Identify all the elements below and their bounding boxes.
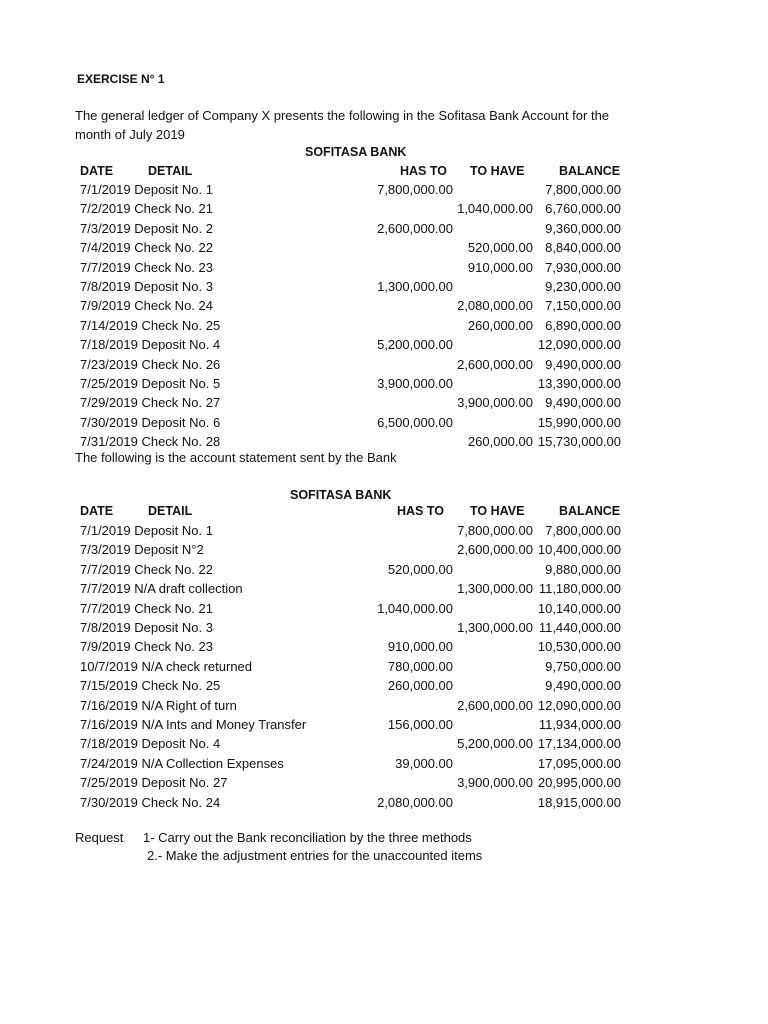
row-date-detail: 7/7/2019 Check No. 21 <box>80 600 213 616</box>
row-balance: 11,180,000.00 <box>538 581 621 597</box>
table-row <box>80 659 625 678</box>
row-balance: 12,090,000.00 <box>537 337 621 353</box>
row-date-detail: 7/4/2019 Check No. 22 <box>80 240 213 256</box>
row-date-detail: 7/3/2019 Deposit No. 2 <box>80 220 213 236</box>
statement-header-to-have: TO HAVE <box>470 504 525 518</box>
row-to-have: 1,300,000.00 <box>457 581 533 597</box>
row-balance: 7,800,000.00 <box>545 182 621 197</box>
row-date-detail: 7/15/2019 Check No. 25 <box>80 678 221 694</box>
row-date-detail: 7/8/2019 Deposit No. 3 <box>80 620 213 635</box>
table-row <box>80 298 625 317</box>
ledger-header-has-to: HAS TO <box>400 164 447 178</box>
row-date-detail: 7/1/2019 Deposit No. 1 <box>80 182 213 197</box>
exercise-title: EXERCISE N° 1 <box>77 72 165 86</box>
row-has-to: 520,000.00 <box>387 561 453 577</box>
table-row <box>80 279 625 298</box>
table-row <box>80 620 625 639</box>
row-date-detail: 7/25/2019 Deposit No. 27 <box>80 775 228 791</box>
table-row <box>80 698 625 717</box>
row-date-detail: 7/16/2019 N/A Right of turn <box>80 697 237 713</box>
row-balance: 7,150,000.00 <box>545 298 621 314</box>
row-has-to: 2,080,000.00 <box>377 794 453 810</box>
row-balance: 10,140,000.00 <box>537 600 621 616</box>
row-balance: 7,800,000.00 <box>545 523 621 538</box>
row-date-detail: 7/30/2019 Deposit No. 6 <box>80 414 221 430</box>
row-balance: 13,390,000.00 <box>537 376 621 391</box>
ledger-header-detail: DETAIL <box>148 164 193 178</box>
row-date-detail: 7/7/2019 Check No. 22 <box>80 561 213 577</box>
row-has-to: 39,000.00 <box>395 755 453 771</box>
row-balance: 6,760,000.00 <box>545 201 621 217</box>
row-date-detail: 10/7/2019 N/A check returned <box>80 658 253 674</box>
row-date-detail: 7/16/2019 N/A Ints and Money Transfer <box>80 717 307 732</box>
table-row <box>80 337 625 356</box>
row-to-have: 2,600,000.00 <box>457 356 533 372</box>
row-balance: 11,440,000.00 <box>538 620 621 635</box>
table-row <box>80 318 625 337</box>
row-balance: 9,750,000.00 <box>545 658 621 674</box>
row-balance: 17,134,000.00 <box>537 736 621 752</box>
row-balance: 10,530,000.00 <box>537 639 621 655</box>
table-row <box>80 678 625 697</box>
statement-intro: The following is the account statement sent by the Bank <box>75 450 397 465</box>
row-to-have: 260,000.00 <box>467 317 533 333</box>
row-balance: 11,934,000.00 <box>538 717 621 732</box>
row-to-have: 520,000.00 <box>467 240 533 256</box>
row-balance: 8,840,000.00 <box>545 240 621 256</box>
row-balance: 6,890,000.00 <box>545 317 621 333</box>
ledger-header-balance: BALANCE <box>559 164 621 178</box>
table-row <box>80 260 625 279</box>
table-row <box>80 562 625 581</box>
row-balance: 18,915,000.00 <box>537 794 621 810</box>
request-item-2: 2.- Make the adjustment entries for the unaccounted items <box>147 848 483 863</box>
row-date-detail: 7/24/2019 N/A Collection Expenses <box>80 755 284 771</box>
row-balance: 10,400,000.00 <box>537 542 621 558</box>
row-to-have: 1,300,000.00 <box>457 620 533 635</box>
row-date-detail: 7/9/2019 Check No. 23 <box>80 639 213 655</box>
request-item-1: 1- Carry out the Bank reconciliation by the three methods <box>143 830 472 845</box>
row-date-detail: 7/9/2019 Check No. 24 <box>80 298 213 314</box>
statement-header-balance: BALANCE <box>559 504 621 518</box>
row-balance: 9,230,000.00 <box>545 279 621 294</box>
row-to-have: 910,000.00 <box>467 259 533 275</box>
row-date-detail: 7/7/2019 N/A draft collection <box>80 581 243 597</box>
row-balance: 15,730,000.00 <box>537 434 621 450</box>
row-to-have: 3,900,000.00 <box>457 395 533 411</box>
table-row <box>80 523 625 542</box>
row-has-to: 156,000.00 <box>387 717 453 732</box>
intro-paragraph: The general ledger of Company X presents the following in the Sofitasa Bank Account for the month of July 2019 <box>75 108 610 142</box>
row-has-to: 3,900,000.00 <box>377 376 453 391</box>
statement-header-has-to: HAS TO <box>397 504 444 518</box>
row-has-to: 260,000.00 <box>387 678 453 694</box>
table-row <box>80 581 625 600</box>
table-row <box>80 542 625 561</box>
statement-header-detail: DETAIL <box>148 504 193 518</box>
row-to-have: 2,600,000.00 <box>457 697 533 713</box>
row-date-detail: 7/14/2019 Check No. 25 <box>80 317 221 333</box>
row-date-detail: 7/18/2019 Deposit No. 4 <box>80 337 221 353</box>
ledger-bank-name: SOFITASA BANK <box>305 145 407 159</box>
table-row <box>80 601 625 620</box>
row-has-to: 1,300,000.00 <box>377 279 453 294</box>
row-date-detail: 7/7/2019 Check No. 23 <box>80 259 213 275</box>
row-has-to: 7,800,000.00 <box>377 182 453 197</box>
row-has-to: 780,000.00 <box>387 658 453 674</box>
row-balance: 20,995,000.00 <box>537 775 621 791</box>
table-row <box>80 376 625 395</box>
row-balance: 12,090,000.00 <box>537 697 621 713</box>
table-row <box>80 357 625 376</box>
table-row <box>80 182 625 201</box>
row-to-have: 2,080,000.00 <box>457 298 533 314</box>
row-date-detail: 7/1/2019 Deposit No. 1 <box>80 523 213 538</box>
table-row <box>80 221 625 240</box>
row-date-detail: 7/18/2019 Deposit No. 4 <box>80 736 221 752</box>
row-balance: 17,095,000.00 <box>537 755 621 771</box>
row-has-to: 910,000.00 <box>387 639 453 655</box>
row-date-detail: 7/29/2019 Check No. 27 <box>80 395 221 411</box>
row-date-detail: 7/25/2019 Deposit No. 5 <box>80 376 221 391</box>
request-label: Request <box>75 830 124 845</box>
table-row <box>80 775 625 794</box>
ledger-header-to-have: TO HAVE <box>470 164 525 178</box>
row-date-detail: 7/23/2019 Check No. 26 <box>80 356 221 372</box>
row-date-detail: 7/8/2019 Deposit No. 3 <box>80 279 213 294</box>
row-date-detail: 7/2/2019 Check No. 21 <box>80 201 213 217</box>
table-row <box>80 795 625 814</box>
ledger-header-date: DATE <box>80 164 114 178</box>
row-to-have: 260,000.00 <box>467 434 533 450</box>
table-row <box>80 639 625 658</box>
row-to-have: 2,600,000.00 <box>457 542 533 558</box>
table-row <box>80 201 625 220</box>
table-row <box>80 736 625 755</box>
row-balance: 7,930,000.00 <box>545 259 621 275</box>
row-balance: 9,490,000.00 <box>545 356 621 372</box>
row-has-to: 1,040,000.00 <box>377 600 453 616</box>
table-row <box>80 415 625 434</box>
statement-bank-name: SOFITASA BANK <box>290 488 392 502</box>
row-has-to: 5,200,000.00 <box>377 337 453 353</box>
row-balance: 9,360,000.00 <box>545 220 621 236</box>
table-row <box>80 395 625 414</box>
row-to-have: 7,800,000.00 <box>457 523 533 538</box>
row-balance: 9,880,000.00 <box>545 561 621 577</box>
row-has-to: 6,500,000.00 <box>377 414 453 430</box>
row-balance: 15,990,000.00 <box>537 414 621 430</box>
row-balance: 9,490,000.00 <box>545 678 621 694</box>
row-date-detail: 7/30/2019 Check No. 24 <box>80 794 221 810</box>
statement-header-date: DATE <box>80 504 114 518</box>
row-has-to: 2,600,000.00 <box>377 220 453 236</box>
row-to-have: 5,200,000.00 <box>457 736 533 752</box>
row-to-have: 1,040,000.00 <box>457 201 533 217</box>
table-row <box>80 240 625 259</box>
table-row <box>80 717 625 736</box>
row-date-detail: 7/31/2019 Check No. 28 <box>80 434 221 450</box>
table-row <box>80 756 625 775</box>
row-to-have: 3,900,000.00 <box>457 775 533 791</box>
row-balance: 9,490,000.00 <box>545 395 621 411</box>
row-date-detail: 7/3/2019 Deposit N°2 <box>80 542 204 558</box>
